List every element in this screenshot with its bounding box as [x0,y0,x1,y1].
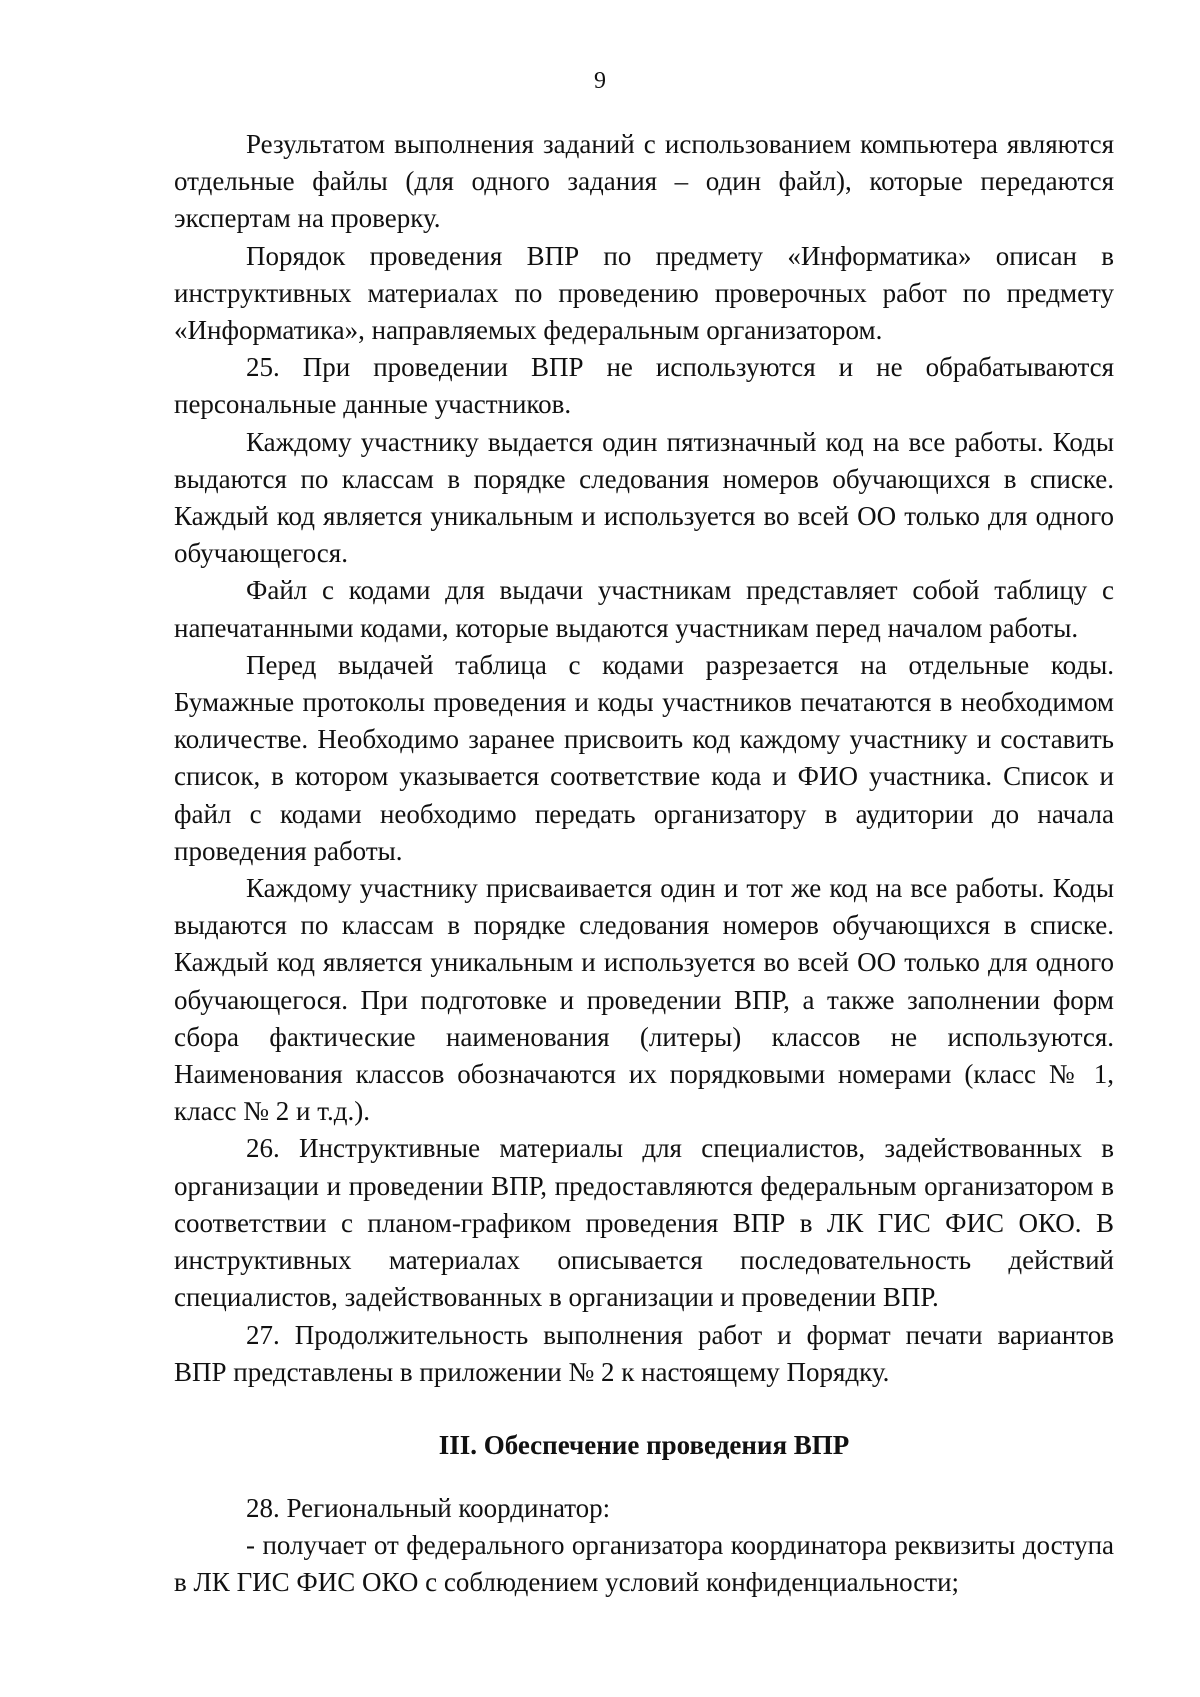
paragraph-code-file: Файл с кодами для выдачи участникам представляет собой таблицу с напечатанными кодами, которые выдаются участникам перед началом работы. [174,575,1114,643]
paragraph-item-26: 26. Инструктивные материалы для специалистов, задействованных в организации и проведении ВПР, предоставляются федеральным организатором в соответствии с планом-графиком проведения ВПР в ЛК ГИС ФИС ОКО. В инструктивных материалах описывается последовательность действий специалистов, задействованных в организации и проведении ВПР. [174,1133,1114,1313]
paragraph-informatics-procedure: Порядок проведения ВПР по предмету «Информатика» описан в инструктивных материалах по проведению проверочных работ по предмету «Информатика», направляемых федеральным организатором. [174,240,1114,346]
paragraph-same-code: Каждому участнику присваивается один и тот же код на все работы. Коды выдаются по классам в порядке следования номеров обучающихся в списке. Каждый код является уникальным и используется во всей ОО только для одного обучающегося. При подготовке и проведении ВПР, а также заполнении форм сбора фактические наименования (литеры) классов не используются. Наименования классов обозначаются их порядковыми номерами (класс № 1, класс № 2 и т.д.). [174,873,1114,1127]
paragraph-computer-tasks: Результатом выполнения заданий с использованием компьютера являются отдельные файлы (для одного задания – один файл), которые передаются экспертам на проверку. [174,129,1114,234]
paragraph-code-cutting: Перед выдачей таблица с кодами разрезается на отдельные коды. Бумажные протоколы проведения и коды участников печатаются в необходимом количестве. Необходимо заранее присвоить код каждому участнику и составить список, в котором указывается соответствие кода и ФИО участника. Список и файл с кодами необходимо передать организатору в аудитории до начала проведения работы. [174,649,1114,866]
page-number: 9 [594,68,606,94]
paragraph-item-28: 28. Региональный координатор: [246,1492,611,1523]
paragraph-item-27: 27. Продолжительность выполнения работ и формат печати вариантов ВПР представлены в приложении № 2 к настоящему Порядку. [174,1319,1114,1387]
paragraph-item-25: 25. При проведении ВПР не используются и не обрабатываются персональные данные участников. [174,352,1114,420]
page-body [174,126,1114,1602]
paragraph-access-credentials: - получает от федерального организатора координатора реквизиты доступа в ЛК ГИС ФИС ОКО с соблюдением условий конфиденциальности; [174,1530,1114,1598]
section-heading: III. Обеспечение проведения ВПР [438,1429,850,1460]
paragraph-five-digit-code: Каждому участнику выдается один пятизначный код на все работы. Коды выдаются по классам в порядке следования номеров обучающихся в списке. Каждый код является уникальным и используется во всей ОО только для одного обучающегося. [174,426,1114,569]
